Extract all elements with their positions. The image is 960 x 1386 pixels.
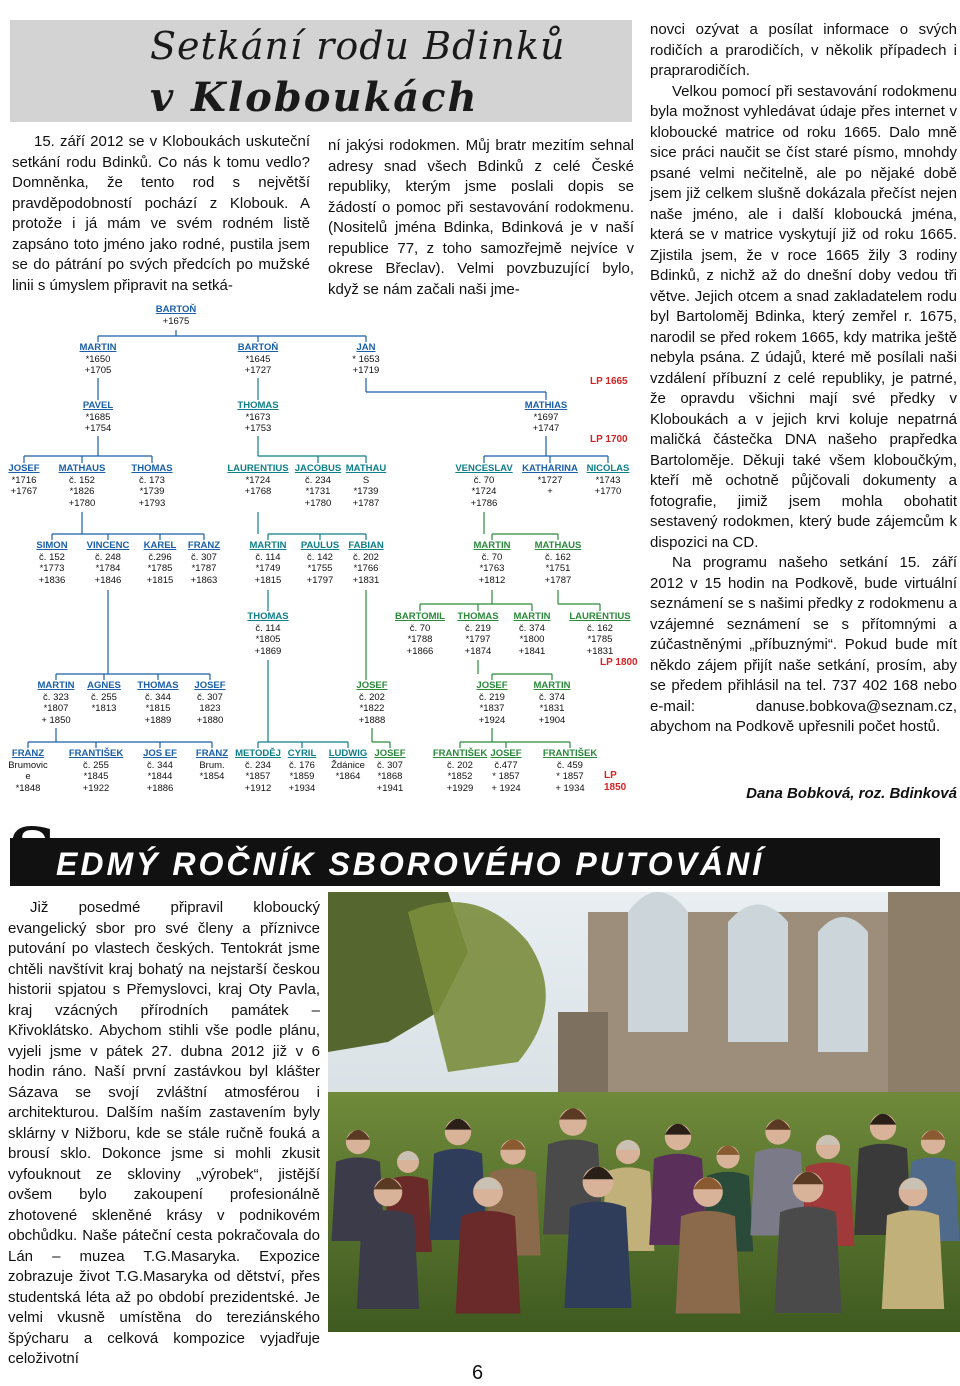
tree-node-name: JOSEF — [374, 748, 406, 759]
tree-node-name: FRANTIŠEK — [432, 748, 488, 759]
tree-node-detail: S — [362, 474, 370, 486]
tree-node-detail: *1685 — [85, 411, 111, 423]
tree-node-detail: *1773 — [39, 563, 65, 574]
tree-node-name: JACOBUS — [294, 463, 342, 474]
tree-node-detail: +1793 — [138, 497, 166, 509]
tree-node-detail: +1754 — [84, 423, 112, 434]
tree-node-detail: + — [547, 486, 553, 497]
group-photo-image — [328, 892, 960, 1332]
tree-node — [358, 748, 422, 794]
tree-node-detail: +1727 — [244, 365, 272, 376]
tree-node-detail: *1749 — [255, 563, 281, 574]
tree-node-name: FABIAN — [348, 540, 384, 551]
tree-node-detail: *1716 — [11, 474, 37, 486]
tree-node — [334, 463, 398, 509]
tree-node-detail: č. 70 — [473, 474, 495, 486]
tree-node-detail: *1868 — [377, 771, 403, 782]
tree-node-detail: č. 162 — [545, 551, 571, 563]
tree-node-detail: č.477 — [494, 759, 518, 771]
tree-node-detail: č. 344 — [145, 691, 171, 703]
article1-signature: Dana Bobková, roz. Bdinková — [746, 785, 957, 802]
tree-node-detail: č. 374 — [539, 691, 565, 703]
tree-node-name: PAVEL — [82, 400, 114, 411]
tree-node-name: METODĚJ — [235, 748, 281, 759]
tree-node-detail: *1788 — [407, 634, 433, 645]
tree-node-name: KAREL — [143, 540, 177, 551]
tree-node-name: MATHAU — [345, 463, 387, 474]
tree-node-detail: +1912 — [244, 782, 272, 794]
tree-node-detail: *1743 — [595, 474, 621, 486]
tree-node — [66, 342, 130, 377]
tree-node-detail: *1751 — [545, 563, 571, 574]
tree-node-detail: č.296 — [148, 551, 172, 563]
tree-node — [20, 540, 84, 586]
tree-node-detail: +1705 — [84, 365, 112, 376]
tree-node-detail: +1886 — [146, 782, 174, 794]
tree-node-detail: *1731 — [305, 486, 331, 497]
tree-node — [526, 540, 590, 586]
group-photo — [328, 892, 960, 1332]
tree-node-detail: + 1924 — [491, 782, 521, 794]
tree-node-name: FRANZ — [187, 540, 221, 551]
tree-node-name: MARTIN — [37, 680, 75, 691]
tree-node-name: CYRIL — [287, 748, 317, 759]
tree-node-detail: +1874 — [464, 645, 492, 657]
tree-node-detail: č. 248 — [95, 551, 121, 563]
article2-text — [8, 898, 320, 1370]
tree-node-name: BARTOŇ — [237, 342, 279, 353]
tree-node-detail: +1836 — [38, 574, 66, 586]
tree-node — [334, 342, 398, 377]
tree-node-detail: +1866 — [406, 645, 434, 657]
tree-node — [452, 463, 516, 509]
tree-node — [226, 463, 290, 498]
tree-period-label: LP 1700 — [590, 434, 628, 445]
tree-node-detail: *1785 — [587, 634, 613, 645]
tree-node-detail: č. 307 — [191, 551, 217, 563]
tree-node — [500, 611, 564, 657]
tree-node-detail: č. 176 — [289, 759, 315, 771]
tree-node-detail: *1784 — [95, 563, 121, 574]
tree-node-name: JOSEF — [8, 463, 40, 474]
tree-node — [460, 540, 524, 586]
tree-node-name: JOS EF — [143, 748, 177, 759]
tree-node-name: JOSEF — [476, 680, 508, 691]
tree-node-detail: +1815 — [146, 574, 174, 586]
tree-node-detail: *1837 — [479, 703, 505, 714]
tree-node-detail: +1768 — [244, 486, 272, 497]
tree-node-name: FRANZ — [11, 748, 45, 759]
tree-node-detail: +1922 — [82, 782, 110, 794]
tree-node-detail: +1846 — [94, 574, 122, 586]
tree-node-name: MARTIN — [513, 611, 551, 622]
tree-node-detail: Brumovic — [8, 759, 48, 771]
section2-title: EDMÝ ROČNÍK SBOROVÉHO PUTOVÁNÍ — [56, 846, 765, 882]
col3-paragraph-3: Na programu našeho setkání 15. září 2012 v 15 hodin na Podkově, bude virtuální seznámení se s našimi předky z rodokmenu a vzájemné seznámení se s přítomnými a zúčastněnými „příbuznými“. Pokud bude mít někdo zájem přijít naše setkání, prosím, aby se předem přihlásil na tel. 737 402 168 nebo e-mail: danuse.bobkova@seznam.cz, abychom na Podkově upřesnili počet hostů. — [650, 554, 957, 735]
tree-node-name: NICOLAS — [586, 463, 630, 474]
tree-node-detail: č. 219 — [479, 691, 505, 703]
tree-node-detail: *1727 — [537, 474, 563, 486]
tree-node-detail: + 1850 — [41, 714, 71, 726]
article-title-line2: v Kloboukách — [150, 74, 479, 121]
tree-node-detail: č. 374 — [519, 622, 545, 634]
tree-node-detail: * 1857 — [492, 771, 520, 782]
tree-node — [144, 304, 208, 327]
tree-node-detail: +1767 — [10, 486, 38, 497]
tree-node-detail: č. 162 — [587, 622, 613, 634]
tree-node — [236, 611, 300, 657]
tree-node-detail: č. 323 — [43, 691, 69, 703]
tree-node-detail: č. 152 — [39, 551, 65, 563]
tree-node-name: SIMON — [36, 540, 68, 551]
tree-node-detail: č. 307 — [197, 691, 223, 703]
tree-node-detail: +1787 — [352, 497, 380, 509]
tree-node-name: AGNES — [87, 680, 121, 691]
tree-node-detail: *1857 — [245, 771, 271, 782]
tree-node-detail: *1815 — [145, 703, 171, 714]
tree-node-name: VENCESLAV — [455, 463, 513, 474]
tree-period-label: 1850 — [604, 782, 627, 793]
tree-node-detail: * 1653 — [352, 353, 380, 365]
tree-node-name: PAULUS — [300, 540, 340, 551]
tree-node-name: THOMAS — [457, 611, 499, 622]
tree-node — [576, 463, 640, 498]
tree-node-detail: +1831 — [586, 645, 614, 657]
tree-node-name: MATHAUS — [58, 463, 106, 474]
tree-node-detail: +1815 — [254, 574, 282, 586]
tree-period-label: LP 1800 — [600, 657, 638, 668]
tree-period-label: LP — [604, 770, 617, 781]
tree-node-name: LAURENTIUS — [227, 463, 289, 474]
tree-node-name: JOSEF — [194, 680, 226, 691]
tree-node — [520, 680, 584, 726]
tree-node-detail: *1673 — [245, 411, 271, 423]
tree-node-name: MARTIN — [79, 342, 117, 353]
article2-paragraph: Již posedmé připravil kloboucký evangelický sbor pro své členy a příznivce putování po vlastech českých. Tentokrát jsme chtěli navštívit kraj bohatý na nejstarší českou historii spjatou s Přemyslovci, kraj Oty Pavla, kraj vzácných přírodních památek – Křivoklátsko. Abychom stihli vše podle plánu, vyjeli jsme v pátek 27. dubna 2012 již v 6 hodin ráno. Naší první zastávkou byl klášter Sázava se svojí zvláštní atmosférou i architekturou. Dalším naším zastavením byly sklárny v Nižboru, kde se stále ručně fouká a brousí sklo. Dokonce jsme si mohli zkusit vyfouknout ze skloviny „výrobek“, jistější ovšem bylo zakoupení profesionálně zhotovené skleněné krásy v podnikovém obchůdku. Naše páteční cesta pokračovala do Lán – muzea T.G.Masaryka. Expozice zobrazuje život T.G.Masaryka od dětství, přes studentská léta až po období prezidentské. Je velmi vkusně umístěna do tereziánského špýcharu a celková kompozice vyjadřuje celoživotní — [8, 899, 320, 1367]
tree-node-detail: +1719 — [352, 365, 380, 376]
tree-node-name: MATHAUS — [534, 540, 582, 551]
tree-node-detail: *1848 — [15, 782, 41, 794]
tree-node-detail: +1797 — [306, 574, 334, 586]
tree-node — [538, 748, 602, 794]
tree-node-detail: č. 255 — [83, 759, 109, 771]
tree-node-name: MARTIN — [533, 680, 571, 691]
tree-node-detail: č. 307 — [377, 759, 403, 771]
tree-node-detail: č. 344 — [147, 759, 173, 771]
tree-node-detail: *1739 — [139, 486, 165, 497]
tree-node-detail: +1880 — [196, 714, 224, 726]
tree-node-detail: +1831 — [352, 574, 380, 586]
tree-node — [226, 400, 290, 435]
tree-node-detail: *1755 — [307, 563, 333, 574]
tree-node — [388, 611, 452, 657]
tree-node — [0, 463, 56, 498]
tree-node-name: MATHIAS — [524, 400, 568, 411]
tree-node — [518, 463, 582, 498]
tree-node — [64, 748, 128, 794]
tree-node-detail: +1889 — [144, 714, 172, 726]
tree-node-detail: č. 234 — [245, 759, 271, 771]
tree-node — [50, 463, 114, 509]
tree-node — [340, 680, 404, 726]
tree-node-detail: *1831 — [539, 703, 565, 714]
tree-node-name: FRANTIŠEK — [68, 748, 124, 759]
tree-node-name: LAURENTIUS — [569, 611, 631, 622]
tree-node-detail: *1724 — [471, 486, 497, 497]
tree-node-detail: *1739 — [353, 486, 379, 497]
tree-node-detail: č. 202 — [447, 759, 473, 771]
tree-node-detail: Brum. — [199, 759, 225, 771]
tree-node-detail: *1844 — [147, 771, 173, 782]
tree-node — [178, 680, 242, 726]
tree-node-name: THOMAS — [247, 611, 289, 622]
tree-node — [568, 611, 632, 657]
tree-node-name: THOMAS — [237, 400, 279, 411]
tree-node-detail: 1823 — [199, 703, 221, 714]
tree-node-detail: č. 202 — [359, 691, 385, 703]
tree-node-name: FRANTIŠEK — [542, 748, 598, 759]
tree-node-detail: *1813 — [91, 703, 117, 714]
tree-node — [172, 540, 236, 586]
article-title-line1: Setkání rodu Bdinků — [150, 24, 566, 68]
tree-node-detail: *1845 — [83, 771, 109, 782]
tree-node-detail: +1753 — [244, 423, 272, 434]
tree-node-detail: +1941 — [376, 782, 404, 794]
tree-node-name: JOSEF — [356, 680, 388, 691]
tree-node-detail: * 1857 — [556, 771, 584, 782]
tree-node-name: JOSEF — [490, 748, 522, 759]
tree-node-detail: e — [25, 771, 31, 782]
tree-node-detail: *1785 — [147, 563, 173, 574]
tree-node-detail: +1812 — [478, 574, 506, 586]
tree-node — [66, 400, 130, 435]
section2-title-initial: S — [8, 814, 58, 894]
tree-node-detail: +1787 — [544, 574, 572, 586]
tree-node-detail: č. 142 — [307, 551, 333, 563]
tree-node-detail: *1645 — [245, 353, 271, 365]
tree-node-detail: *1800 — [519, 634, 545, 645]
tree-node-detail: *1805 — [255, 634, 281, 645]
tree-node-name: KATHARINA — [522, 463, 578, 474]
tree-node-detail: +1924 — [478, 714, 506, 726]
tree-node-detail: +1841 — [518, 645, 546, 657]
tree-node-detail: + 1934 — [555, 782, 585, 794]
tree-node-name: LUDWIG — [328, 748, 368, 759]
tree-node-name: THOMAS — [131, 463, 173, 474]
tree-node-name: BARTOMIL — [395, 611, 445, 622]
tree-node-detail: č. 173 — [139, 474, 165, 486]
tree-node-detail: č. 234 — [305, 474, 331, 486]
tree-node-detail: +1675 — [162, 315, 190, 327]
tree-node-detail: č. 152 — [69, 474, 95, 486]
col1-paragraph: 15. září 2012 se v Kloboukách uskuteční setkání rodu Bdinků. Co nás k tomu vedlo? Domněnka, že tento rod s největší pravděpodobností pochází z Klobouk. A protože i já mám ve svém rodném listě zapsáno toto jméno jako rodné, pustila jsem se do pátrání po svých předcích po mužské linii s úmyslem připravit na setká- — [12, 133, 310, 294]
page-number: 6 — [472, 1362, 484, 1384]
tree-node-detail: *1864 — [335, 771, 361, 782]
tree-node-detail: č. 219 — [465, 622, 491, 634]
tree-node-detail: *1807 — [43, 703, 69, 714]
tree-node — [460, 680, 524, 726]
tree-node-name: VINCENC — [86, 540, 130, 551]
tree-node-detail: +1786 — [470, 497, 498, 509]
tree-node-detail: č. 114 — [255, 622, 281, 634]
tree-node-detail: *1826 — [69, 486, 95, 497]
tree-node — [120, 463, 184, 509]
tree-node-detail: *1724 — [245, 474, 271, 486]
tree-node-detail: č. 70 — [481, 551, 503, 563]
tree-node-detail: *1763 — [479, 563, 505, 574]
tree-node-detail: +1747 — [532, 423, 560, 434]
tree-node-detail: Ždánice — [331, 759, 365, 771]
tree-node-name: MARTIN — [473, 540, 511, 551]
tree-node-detail: +1904 — [538, 714, 566, 726]
tree-node-detail: č. 255 — [91, 691, 117, 703]
tree-node-detail: +1888 — [358, 714, 386, 726]
tree-node-detail: *1787 — [191, 563, 217, 574]
tree-node-detail: +1780 — [304, 497, 332, 509]
tree-node — [514, 400, 578, 435]
tree-node-detail: +1869 — [254, 645, 282, 657]
col2-paragraph: ní jakýsi rodokmen. Můj bratr mezitím sehnal adresy snad všech Bdinků z celé České republiky, kterým jsme poslali dopis se žádostí o pomoc při sestavování rodokmenu. (Nositelů jména Bdinka, Bdinková je v naší republice 77, z toho samozřejmě nejvíce v okrese Břeclav). Velmi povzbuzující bylo, když se nám začali naši jme- — [328, 137, 634, 298]
tree-node-name: JAN — [356, 342, 376, 353]
tree-node-name: MARTIN — [249, 540, 287, 551]
tree-node — [334, 540, 398, 586]
tree-node-detail: *1650 — [85, 353, 111, 365]
tree-node-detail: +1929 — [446, 782, 474, 794]
col3-paragraph-1: novci ozývat a posílat informace o svých rodičích a prarodičích, v několik případech i praprarodičích. — [650, 21, 957, 79]
tree-node-detail: *1822 — [359, 703, 385, 714]
tree-node-detail: č. 114 — [255, 551, 281, 563]
col3-paragraph-2: Velkou pomocí při sestavování rodokmenu byla možnost vyhledávat údaje přes internet v kloboucké matrice od roku 1665. Dalo mně sice práci naučit se číst staré písmo, mnohdy psané velmi nečitelně, ale po nějaké době jsem již celkem slušně dokázala přečíst nejen naše jméno, ale i další kloboucká jména, která se v matrice vyskytují již od roku 1665. Zjistila jsem, že v roce 1665 žily 3 rodiny Bdinků, z nichž až do dnešní doby vedou tři větve. Jejich otcem a snad zakladatelem rodu byl Bartoloměj Bdinka, který zemřel r. 1675, narodil se před rokem 1665, kdy matrika ještě nebyla psána. Z údajů, které mě posílali naši vzdálení příbuzní z celé republiky, je patrné, že opravdu všichni mají své předky v Kloboukách a v jejich krvi koluje nepatrná maličká částečka DNA našeho prapředka Bartoloměje. Děkuji také všem kloboučkým, kteří mě ochotně půjčovali dokumenty a fotografie, jimiž jsem mohla obohatit sestavený rodokmen, který bude zájemcům k dispozici na CD. — [650, 82, 957, 551]
tree-node — [0, 748, 60, 794]
tree-node-name: BARTOŇ — [155, 304, 197, 315]
tree-node-detail: *1852 — [447, 771, 473, 782]
tree-node-detail: *1859 — [289, 771, 315, 782]
tree-node-detail: č. 459 — [557, 759, 583, 771]
tree-node-detail: +1863 — [190, 574, 218, 586]
tree-node-detail: +1780 — [68, 497, 96, 509]
tree-node-detail: č. 70 — [409, 622, 431, 634]
tree-node-detail: +1934 — [288, 782, 316, 794]
tree-node — [474, 748, 538, 794]
tree-node-detail: *1697 — [533, 411, 559, 423]
tree-node-detail: č. 202 — [353, 551, 379, 563]
tree-node-detail: *1797 — [465, 634, 491, 645]
tree-node-detail: +1770 — [594, 486, 622, 497]
tree-period-label: LP 1665 — [590, 376, 628, 387]
tree-node-detail: *1766 — [353, 563, 379, 574]
tree-node-detail: *1854 — [199, 771, 225, 782]
tree-node-name: FRANZ — [195, 748, 229, 759]
tree-node-name: THOMAS — [137, 680, 179, 691]
tree-node — [226, 342, 290, 377]
